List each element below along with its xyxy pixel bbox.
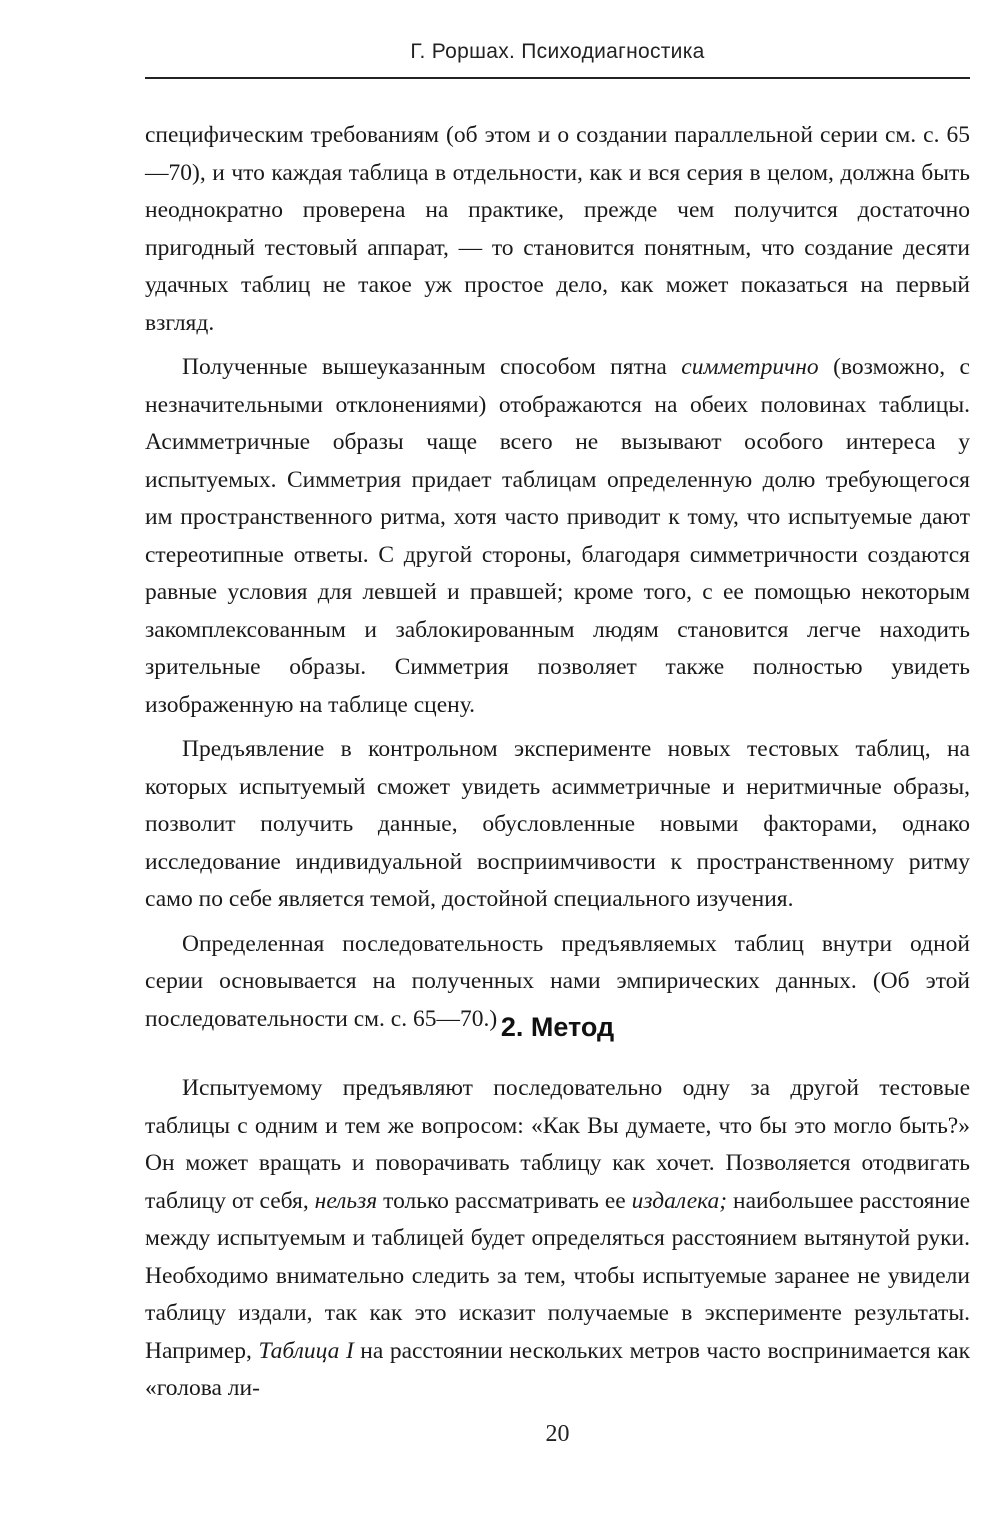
paragraph-text: Полученные вышеуказанным способом пятна [182, 354, 682, 380]
emphasis-text: Таблица I [258, 1337, 354, 1364]
paragraph-text: Испытуемому предъявляют последовательно одну за другой тестовые таблицы с одним и тем же вопросом: «Как Вы думаете, что бы это могло быть?» Он может вращать и поворачивать таблицу как хочет. Позволяется отодвигать таблицу от себя, [145, 1075, 970, 1214]
paragraph-text: только рассматривать ее [377, 1187, 632, 1214]
paragraph-text: (возможно, с незначительными отклонениями) отображаются на обеих половинах таблицы. Асимметричные образы чаще всего не вызывают особого интереса у испытуемых. Симметрия придает таблицам определенную долю требующегося им пространственного ритма, хотя часто приводит к тому, что испытуемые дают стереотипные ответы. С другой стороны, благодаря симметричности создаются равные условия для левшей и правшей; кроме того, с ее помощью некоторым закомплексованным и заблокированным людям становится легче находить зрительные образы. Симметрия позволяет также полностью увидеть изображенную на таблице сцену. [145, 354, 970, 718]
emphasis-text: издалека; [631, 1187, 728, 1214]
paragraph-method [145, 1070, 970, 1408]
text-block-lower [145, 1070, 970, 1408]
emphasis-text: симметрично [681, 354, 819, 380]
emphasis-text: нельзя [314, 1187, 378, 1214]
section-heading: 2. Метод [500, 1012, 615, 1042]
paragraph-text: наибольшее расстояние между испытуемым и таблицей будет определяться расстоянием вытянутой руки. Необходимо внимательно следить за тем, чтобы испытуемые заранее не увидели таблицу издали, так как это исказит получаемые в эксперименте результаты. Например, [145, 1187, 971, 1364]
paragraph-text: на расстоянии нескольких метров часто воспринимается как «голова ли- [145, 1337, 970, 1401]
page-number: 20 [545, 1421, 570, 1447]
paragraph-sequence: Определенная последовательность предъявляемых таблиц внутри одной серии основывается на полученных нами эмпирических данных. (Об этой последовательности см. с. 65—70.) [145, 930, 970, 1032]
text-block-upper [145, 117, 970, 1038]
paragraph-continuation: специфическим требованиям (об этом и о создании параллельной серии см. с. 65—70), и что каждая таблица в отдельности, как и вся серия в целом, должна быть неоднократно проверена на практике, прежде чем получится достаточно пригодный тестовый аппарат, — то становится понятным, что создание десяти удачных таблиц не такое уж простое дело, как может показаться на первый взгляд. [145, 122, 970, 336]
running-head: Г. Роршах. Психодиагностика [410, 40, 705, 63]
paragraph-symmetry [145, 349, 970, 724]
paragraph-control-experiment: Предъявление в контрольном эксперименте новых тестовых таблиц, на которых испытуемый сможет увидеть асимметричные и неритмичные образы, позволит получить данные, обусловленные новыми факторами, однако исследование индивидуальной восприимчивости к пространственному ритму само по себе является темой, достойной специального изучения. [145, 736, 970, 912]
header-rule [145, 77, 970, 79]
